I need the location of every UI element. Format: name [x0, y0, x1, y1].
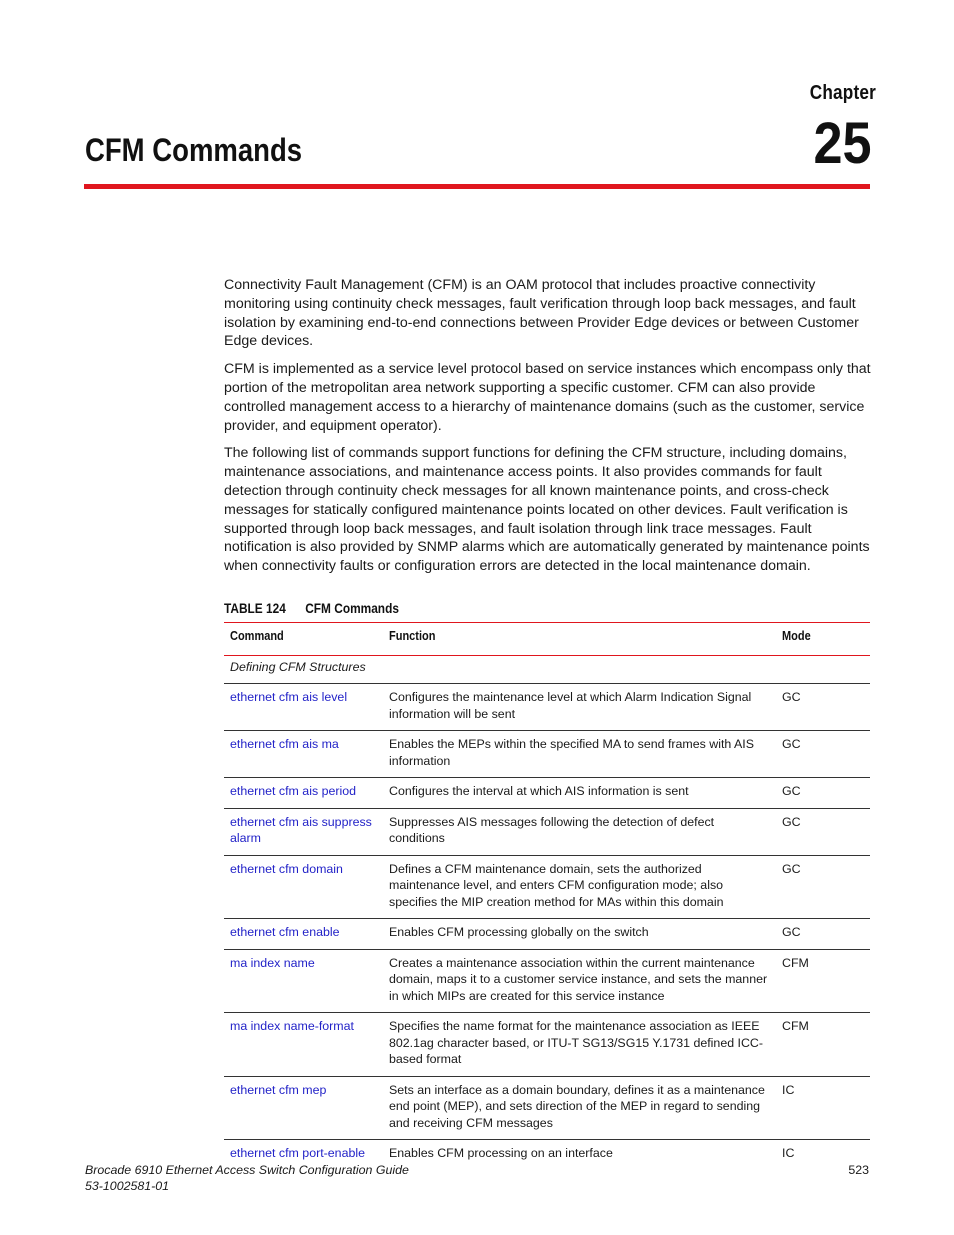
function-cell: Suppresses AIS messages following the detection of defect conditions: [383, 808, 776, 855]
function-cell: Enables CFM processing globally on the switch: [383, 919, 776, 950]
command-link[interactable]: ethernet cfm mep: [224, 1076, 383, 1140]
table-row: [224, 778, 870, 809]
table-caption: [224, 601, 399, 616]
footer-doc-number: 53-1002581-01: [85, 1179, 170, 1193]
header-mode: Mode: [776, 623, 870, 656]
table-row: [224, 949, 870, 1013]
table-row: [224, 855, 870, 919]
table-caption-number: TABLE 124: [224, 601, 286, 616]
table-row: [224, 684, 870, 731]
chapter-number: 25: [813, 111, 872, 176]
function-cell: Defines a CFM maintenance domain, sets the authorized maintenance level, and enters CFM configuration mode; also specifies the MIP creation method for MAs within this domain: [383, 855, 776, 919]
footer-page-number: 523: [848, 1163, 869, 1177]
mode-cell: GC: [776, 808, 870, 855]
body-text: [224, 276, 872, 585]
function-cell: Sets an interface as a domain boundary, defines it as a maintenance end point (MEP), and sets direction of the MEP in regard to sending and receiving CFM messages: [383, 1076, 776, 1140]
table-row: [224, 808, 870, 855]
mode-cell: GC: [776, 684, 870, 731]
function-cell: Enables CFM processing on an interface: [389, 1146, 613, 1160]
chapter-label: Chapter: [809, 82, 876, 104]
command-link[interactable]: ethernet cfm enable: [224, 919, 383, 950]
mode-cell: GC: [776, 778, 870, 809]
function-cell: Enables the MEPs within the specified MA to send frames with AIS information: [383, 731, 776, 778]
table-row: [224, 919, 870, 950]
table-group-row: [224, 655, 870, 684]
cfm-commands-table: [224, 622, 870, 1170]
command-link[interactable]: ethernet cfm port-enable: [230, 1146, 365, 1160]
function-cell: Configures the maintenance level at which Alarm Indication Signal information will be sent: [383, 684, 776, 731]
mode-cell: CFM: [776, 949, 870, 1013]
group-label: Defining CFM Structures: [224, 655, 870, 684]
command-link[interactable]: ma index name-format: [224, 1013, 383, 1077]
footer-left: [85, 1162, 409, 1194]
intro-paragraph-1: Connectivity Fault Management (CFM) is an OAM protocol that includes proactive connectivity monitoring using continuity check messages, fault verification through loop back messages, and fault isolation by examining end-to-end connections between Provider Edge devices or between Customer Edge devices.: [224, 277, 859, 350]
title-rule: [84, 184, 870, 189]
function-cell: Creates a maintenance association within the current maintenance domain, maps it to a customer service instance, and sets the manner in which MIPs are created for this service instance: [383, 949, 776, 1013]
mode-cell: IC: [776, 1076, 870, 1140]
footer-guide-title: Brocade 6910 Ethernet Access Switch Configuration Guide: [85, 1163, 409, 1177]
function-cell: Configures the interval at which AIS information is sent: [383, 778, 776, 809]
mode-cell: GC: [776, 855, 870, 919]
command-link[interactable]: ethernet cfm ais suppress alarm: [224, 808, 383, 855]
command-link[interactable]: ethernet cfm ais ma: [224, 731, 383, 778]
table-header-row: [224, 623, 870, 656]
table-row: [224, 731, 870, 778]
intro-paragraph-2: CFM is implemented as a service level protocol based on service instances which encompass only that portion of the metropolitan area network supporting a specific customer. CFM can also provide controlled management access to a hierarchy of maintenance domains (such as the customer, service provider, and equipment operator).: [224, 361, 871, 434]
command-link[interactable]: ethernet cfm domain: [224, 855, 383, 919]
function-cell: Specifies the name format for the maintenance association as IEEE 802.1ag character based, or ITU-T SG13/SG15 Y.1731 defined ICC-based format: [383, 1013, 776, 1077]
command-link[interactable]: ethernet cfm ais period: [224, 778, 383, 809]
table-row: [224, 1013, 870, 1077]
table-caption-title: CFM Commands: [305, 601, 399, 616]
mode-cell: CFM: [776, 1013, 870, 1077]
command-link[interactable]: ethernet cfm ais level: [224, 684, 383, 731]
table-row: [224, 1076, 870, 1140]
header-command: Command: [224, 623, 383, 656]
command-link[interactable]: ma index name: [224, 949, 383, 1013]
mode-cell: GC: [776, 919, 870, 950]
chapter-title: CFM Commands: [85, 132, 303, 168]
header-function: Function: [383, 623, 776, 656]
intro-paragraph-3: The following list of commands support functions for defining the CFM structure, including domains, maintenance associations, and maintenance access points. It also provides commands for fault detection through continuity check messages for all known maintenance points, and cross-check messages for statically configured maintenance points located on other devices. Fault verification is supported through loop back messages, and fault isolation through link trace messages. Fault notification is also provided by SNMP alarms which are automatically generated by maintenance points when connectivity faults or configuration errors are detected in the local maintenance domain.: [224, 445, 870, 575]
mode-cell: IC: [782, 1146, 795, 1160]
mode-cell: GC: [776, 731, 870, 778]
